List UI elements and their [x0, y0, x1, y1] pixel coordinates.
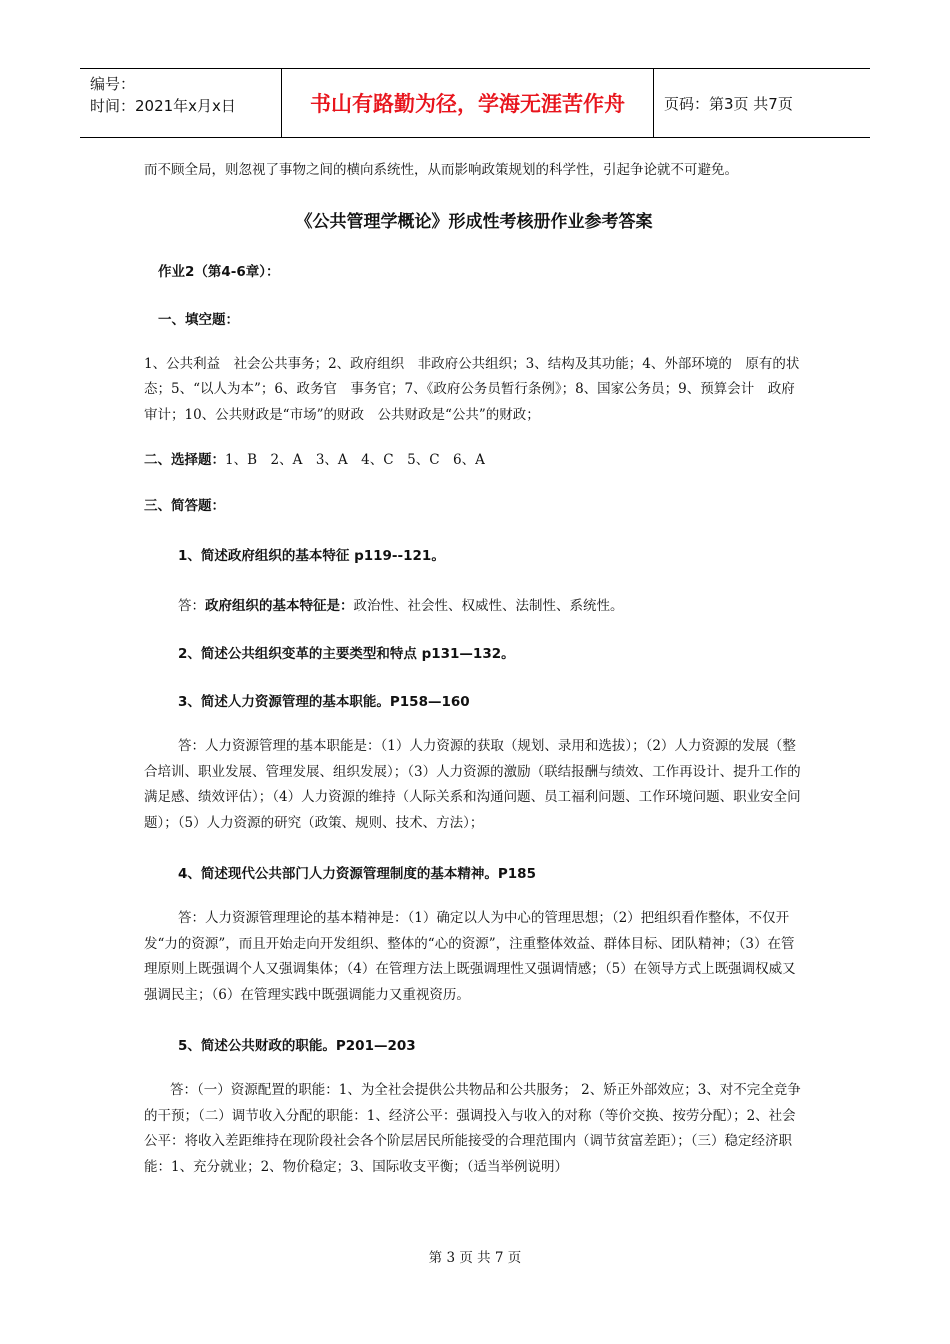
answer-1-prefix: 答： [178, 598, 205, 614]
header-motto-cell [282, 69, 654, 137]
answer-1 [144, 594, 804, 614]
document-title: 《公共管理学概论》形成性考核册作业参考答案 [295, 211, 653, 232]
choice-heading: 二、选择题： [144, 452, 225, 468]
page-footer: 第 3 页 共 7 页 [428, 1250, 522, 1266]
question-1: 1、简述政府组织的基本特征 p119--121。 [178, 548, 445, 564]
choice-section [144, 448, 804, 468]
fill-blank-heading: 一、填空题： [158, 311, 239, 328]
answer-1-bold: 政府组织的基本特征是： [205, 598, 354, 614]
fill-blank-answers: 1、公共利益 社会公共事务；2、政府组织 非政府公共组织；3、结构及其功能；4、外部环境的 原有的状态；5、“以人为本”；6、政务官 事务官；7、《政府公务员暂行条例》；8、国家公务员；9、预算会计 政府审计；10、公共财政是“市场”的财政 公共财政是“公共”的财政； [144, 355, 800, 423]
header-left-cell [80, 69, 282, 137]
motto-text: 书山有路勤为径，学海无涯苦作舟 [310, 92, 625, 116]
question-3: 3、简述人力资源管理的基本职能。P158—160 [178, 694, 470, 710]
question-5: 5、简述公共财政的职能。P201—203 [178, 1038, 416, 1054]
time-label: 时间：2021年x月x日 [90, 97, 236, 115]
question-2: 2、简述公共组织变革的主要类型和特点 p131—132。 [178, 646, 515, 662]
page-info: 页码：第3页 共7页 [664, 94, 793, 113]
assignment-heading: 作业2（第4-6章）： [158, 263, 280, 280]
header-page-cell [654, 69, 870, 137]
answer-1-text: 政治性、社会性、权威性、法制性、系统性。 [353, 598, 624, 614]
answer-3: 答：人力资源管理的基本职能是：（1）人力资源的获取（规划、录用和选拔）；（2）人力资源的发展（整合培训、职业发展、管理发展、组织发展）；（3）人力资源的激励（联结报酬与绩效、工作再设计、提升工作的满足感、绩效评估）；（4）人力资源的维持（人际关系和沟通问题、员工福利问题、工作环境问题、职业安全问题）；（5）人力资源的研究（政策、规则、技术、方法）； [144, 738, 801, 831]
choice-answers: 1、B 2、A 3、A 4、C 5、C 6、A [225, 452, 485, 468]
page-header [80, 68, 870, 138]
question-4: 4、简述现代公共部门人力资源管理制度的基本精神。P185 [178, 866, 536, 882]
answer-5: 答：（一）资源配置的职能：1、为全社会提供公共物品和公共服务； 2、矫正外部效应；3、对不完全竞争的干预；（二）调节收入分配的职能：1、经济公平：强调投入与收入的对称（等价交换、按劳分配）；2、社会公平：将收入差距维持在现阶段社会各个阶层居民所能接受的合理范围内（调节贫富差距）；（三）稳定经济职能：1、充分就业；2、物价稳定；3、国际收支平衡；（适当举例说明） [144, 1082, 801, 1175]
document-body [144, 158, 804, 1180]
number-label: 编号： [90, 75, 136, 93]
short-answer-heading: 三、简答题： [144, 498, 225, 514]
intro-paragraph: 而不顾全局，则忽视了事物之间的横向系统性，从而影响政策规划的科学性，引起争论就不可避免。 [144, 162, 738, 178]
answer-4: 答：人力资源管理理论的基本精神是：（1）确定以人为中心的管理思想；（2）把组织看作整体，不仅开发“力的资源”，而且开始走向开发组织、整体的“心的资源”，注重整体效益、群体目标、团队精神；（3）在管理原则上既强调个人又强调集体；（4）在管理方法上既强调理性又强调情感；（5）在领导方式上既强调权威又强调民主；（6）在管理实践中既强调能力又重视资历。 [144, 910, 796, 1003]
